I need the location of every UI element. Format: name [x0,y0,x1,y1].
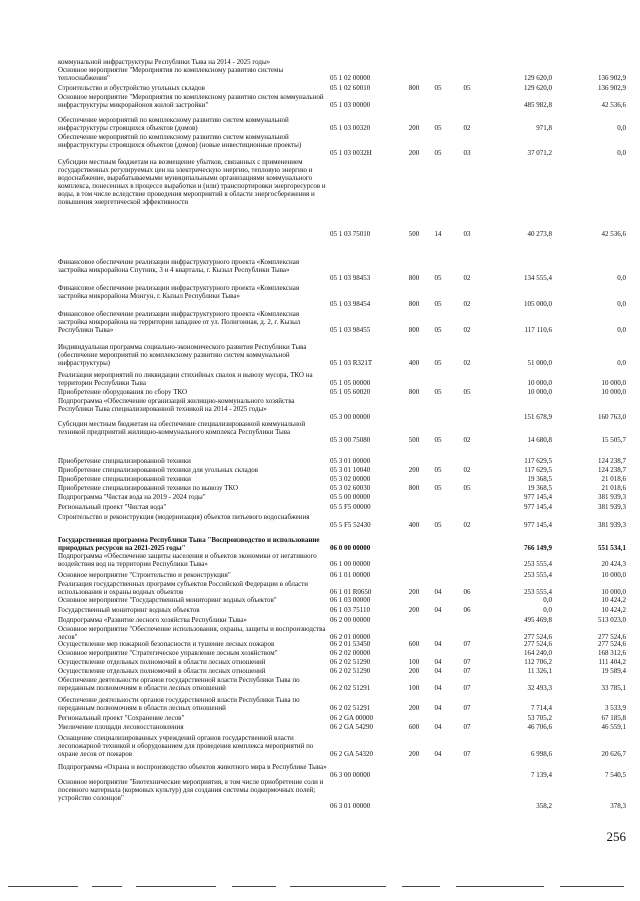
row-amount-year-1: 14 680,8 [527,436,552,444]
row-code: 05 3 01 10040 [330,466,371,474]
row-amount-year-1: 19 368,5 [527,484,552,492]
row-subsection: 02 [463,436,471,444]
row-amount-year-1: 277 524,6 [524,633,552,641]
row-code: 05 1 02 60010 [330,84,371,92]
row-subsection: 03 [463,230,471,238]
row-amount-year-1: 51 000,0 [527,359,552,367]
row-amount-year-2: 10 424,2 [601,596,626,604]
row-amount-year-2: 10 000,0 [601,588,626,596]
row-code: 06 2 02 00000 [330,649,371,657]
row-section: 05 [434,149,442,157]
row-name: Основное мероприятие "Стратегическое управление лесным хозяйством" [58,649,278,657]
row-amount-year-2: 378,3 [610,802,626,810]
row-amount-year-2: 3 533,9 [605,704,626,712]
row-amount-year-2: 10 000,0 [601,571,626,579]
row-name: Подпрограмма «Обеспечение защиты населения и объектов экономики от негативного воздействия вод на территории Республики Тыва» [58,552,317,568]
row-code: 05 1 03 R321T [330,359,373,367]
row-expense-type: 800 [408,484,420,492]
row-section: 04 [434,658,442,666]
row-amount-year-1: 485 982,8 [524,101,552,109]
row-name: Основное мероприятие "Биотехнические мероприятия, в том числе приобретение соли и посевного материала (кормовых культур) для создания системы подкормочных полей; устройство солонцов" [58,778,324,802]
row-expense-type: 200 [408,750,420,758]
row-amount-year-2: 33 785,1 [601,684,626,692]
row-expense-type: 800 [408,84,420,92]
row-name: Региональный проект "Чистая вода" [58,503,167,511]
row-expense-type: 500 [408,230,420,238]
row-amount-year-1: 117 629,5 [524,457,552,465]
row-name: Приобретение оборудования по сбору ТКО [58,388,188,396]
row-amount-year-2: 19 589,4 [601,667,626,675]
row-code: 06 2 GA 54290 [330,723,373,731]
row-name: Приобретение специализированной техники по вывозу ТКО [58,484,239,492]
row-amount-year-1: 971,8 [536,124,552,132]
row-name: Осуществление отдельных полномочий в области лесных отношений [58,658,266,666]
row-amount-year-1: 129 620,0 [524,84,552,92]
row-name: Приобретение специализированной техники для угольных складов [58,466,259,474]
row-section: 05 [434,274,442,282]
row-amount-year-1: 6 998,6 [531,750,552,758]
row-subsection: 02 [463,124,471,132]
row-code: 05 5 00 00000 [330,493,371,501]
row-code: 06 2 02 51291 [330,684,371,692]
row-expense-type: 500 [408,436,420,444]
row-name: Подпрограмма "Чистая вода на 2019 - 2024 годы" [58,493,206,501]
row-code: 05 1 05 00000 [330,379,371,387]
row-name: Основное мероприятие "Обеспечение использования, охраны, защиты и воспроизводства лесов" [58,625,326,641]
row-amount-year-2: 10 424,2 [601,606,626,614]
row-code: 06 2 GA 00000 [330,714,373,722]
row-name: Реализация мероприятий по ликвидации стихийных свалок и вывозу мусора, ТКО на территории Республики Тыва [58,371,313,387]
row-name: Строительство и обустройство угольных складов [58,84,205,92]
row-amount-year-1: 277 524,6 [524,640,552,648]
row-code: 05 1 03 00320 [330,124,371,132]
row-code: 05 3 02 00000 [330,475,371,483]
row-amount-year-2: 20 626,7 [601,750,626,758]
row-code: 06 1 03 75110 [330,606,370,614]
row-code: 06 0 00 00000 [330,544,371,552]
row-name: Обеспечение деятельности органов государственной власти Республики Тыва по переданным полномочиям в области лесных отношений [58,676,300,692]
row-amount-year-2: 168 312,6 [598,649,626,657]
row-code: 05 3 01 00000 [330,457,371,465]
row-name: Финансовое обеспечение реализации инфраструктурного проекта «Комплексная застройка микрорайона на территории западнее от ул. Полигонная, д. 2, г. Кызыл Республики Тыва» [58,310,301,334]
row-amount-year-2: 0,0 [617,300,626,308]
row-amount-year-1: 105 000,0 [524,300,552,308]
row-amount-year-2: 10 000,0 [601,379,626,387]
row-amount-year-2: 111 404,2 [598,658,626,666]
row-code: 06 3 00 00000 [330,771,371,779]
row-amount-year-1: 112 706,2 [524,658,552,666]
row-amount-year-2: 0,0 [617,149,626,157]
row-code: 05 5 F5 52430 [330,521,371,529]
row-amount-year-1: 7 714,4 [531,704,552,712]
row-expense-type: 800 [408,300,420,308]
row-name: Приобретение специализированной техники [58,457,191,465]
row-section: 05 [434,326,442,334]
row-amount-year-2: 46 559,1 [601,723,626,731]
row-amount-year-2: 277 524,6 [598,640,626,648]
row-code: 06 1 00 00000 [330,560,371,568]
row-amount-year-2: 21 018,6 [601,475,626,483]
row-code: 06 2 GA 54320 [330,750,373,758]
row-section: 14 [434,230,442,238]
row-section: 04 [434,750,442,758]
row-name: Государственный мониторинг водных объектов [58,606,200,614]
page-number: 256 [606,829,626,844]
row-amount-year-2: 0,0 [617,359,626,367]
row-name: Реализация государственных программ субъектов Российской Федерации в области использования и охраны водных объектов [58,580,309,596]
row-amount-year-2: 381 939,3 [598,493,626,501]
row-amount-year-2: 136 902,9 [598,74,626,82]
row-amount-year-1: 46 706,6 [527,723,552,731]
row-name: Осуществление мер пожарной безопасности и тушение лесных пожаров [58,640,275,648]
row-subsection: 05 [463,484,471,492]
row-amount-year-1: 117 629,5 [524,466,552,474]
row-subsection: 07 [463,658,471,666]
row-code: 05 1 02 00000 [330,74,371,82]
row-subsection: 02 [463,300,471,308]
row-amount-year-1: 977 145,4 [524,521,552,529]
row-expense-type: 200 [408,149,420,157]
row-code: 05 1 03 00000 [330,101,371,109]
row-amount-year-2: 15 505,7 [601,436,626,444]
row-name: Увеличение площади лесовосстановления [58,723,184,731]
row-name: Основное мероприятие "Мероприятия по комплексному развитию системы теплоснабжения" [58,66,284,82]
row-code: 05 1 03 0032Н [330,149,372,157]
row-name: Региональный проект "Сохранение лесов" [58,714,185,722]
row-expense-type: 200 [408,606,420,614]
row-amount-year-1: 10 000,0 [527,379,552,387]
row-section: 04 [434,606,442,614]
row-subsection: 07 [463,667,471,675]
row-expense-type: 100 [408,684,420,692]
row-amount-year-1: 253 555,4 [524,560,552,568]
row-amount-year-1: 19 368,5 [527,475,552,483]
row-amount-year-2: 42 536,6 [601,101,626,109]
row-name: Субсидии местным бюджетам на обеспечение специализированной коммунальной техникой предприятий жилищно-коммунального комплекса Республики Тыва [58,420,306,436]
row-expense-type: 200 [408,667,420,675]
row-amount-year-1: 53 705,2 [527,714,552,722]
row-amount-year-1: 253 555,4 [524,588,552,596]
row-subsection: 02 [463,326,471,334]
row-section: 05 [434,521,442,529]
row-amount-year-2: 0,0 [617,326,626,334]
row-amount-year-2: 381 939,3 [598,521,626,529]
row-section: 05 [434,466,442,474]
row-expense-type: 200 [408,704,420,712]
row-section: 05 [434,84,442,92]
row-amount-year-1: 134 555,4 [524,274,552,282]
row-subsection: 05 [463,388,471,396]
row-name: Индивидуальная программа социально-экономического развития Республики Тыва (обеспечение мероприятий по комплексному развитию систем коммунальной инфраструктуры) [58,343,307,367]
row-amount-year-2: 7 540,5 [605,771,626,779]
row-amount-year-2: 124 238,7 [598,466,626,474]
row-code: 06 2 02 51290 [330,658,371,666]
row-amount-year-2: 551 534,1 [598,544,626,552]
row-code: 06 1 01 R0650 [330,588,372,596]
row-section: 04 [434,588,442,596]
row-amount-year-1: 129 620,0 [524,74,552,82]
row-name: Финансовое обеспечение реализации инфраструктурного проекта «Комплексная застройка микрорайона Спутник, 3 и 4 кварталы, г. Кызыл Республики Тыва» [58,258,300,274]
row-amount-year-1: 164 240,0 [524,649,552,657]
row-amount-year-2: 67 185,8 [601,714,626,722]
row-name: Субсидии местным бюджетам на возмещение убытков, связанных с применением государственных регулируемых цен на электрическую энергию, тепловую энергию и водоснабжение, вырабатываемыми муниципальными организациями коммунального комплекса, понесенных в процессе выработки и (или) транспортировки энергоресурсов и воды, в том числе вследствие проведения мероприятий в области энергосбережения и повышения энергетической эффективности [58,158,326,206]
row-code: 05 1 03 98453 [330,274,371,282]
row-section: 05 [434,300,442,308]
row-amount-year-1: 37 071,2 [527,149,552,157]
row-expense-type: 800 [408,274,420,282]
row-name: коммунальной инфраструктуры Республики Тыва на 2014 - 2025 годы» [58,58,271,66]
row-amount-year-1: 495 469,8 [524,616,552,624]
row-subsection: 05 [463,84,471,92]
row-expense-type: 600 [408,640,420,648]
row-subsection: 07 [463,684,471,692]
row-amount-year-2: 0,0 [617,124,626,132]
row-code: 05 3 00 75080 [330,436,371,444]
row-amount-year-1: 10 000,0 [527,388,552,396]
row-amount-year-2: 513 023,0 [598,616,626,624]
row-subsection: 07 [463,704,471,712]
row-section: 04 [434,723,442,731]
row-amount-year-1: 358,2 [536,802,552,810]
row-code: 06 3 01 00000 [330,802,371,810]
row-code: 06 1 03 00000 [330,596,371,604]
row-subsection: 03 [463,149,471,157]
row-amount-year-2: 124 238,7 [598,457,626,465]
row-subsection: 02 [463,521,471,529]
row-name: Обеспечение мероприятий по комплексному развитию систем коммунальной инфраструктуры строящихся объектов (домов) [58,116,289,132]
row-code: 06 2 02 51291 [330,704,371,712]
row-code: 05 3 02 60030 [330,484,371,492]
row-amount-year-2: 136 902,9 [598,84,626,92]
row-expense-type: 100 [408,658,420,666]
row-section: 05 [434,388,442,396]
row-name: Государственная программа Республики Тыва "Воспроизводство и использование природных ресурсов на 2021-2025 годы" [58,536,320,552]
row-code: 05 3 00 00000 [330,413,371,421]
row-name: Строительство и реконструкция (модернизация) объектов питьевого водоснабжения [58,513,310,521]
row-expense-type: 400 [408,359,420,367]
row-code: 05 1 03 98454 [330,300,371,308]
row-amount-year-2: 160 763,0 [598,413,626,421]
row-name: Обеспечение мероприятий по комплексному развитию систем коммунальной инфраструктуры строящихся объектов (домов) (новые инвестиционные проекты) [58,133,302,149]
row-amount-year-2: 20 424,3 [601,560,626,568]
row-name: Обеспечение деятельности органов государственной власти Республики Тыва по переданным полномочиям в области лесных отношений [58,696,300,712]
row-subsection: 06 [463,606,471,614]
row-expense-type: 400 [408,521,420,529]
row-code: 06 2 01 00000 [330,633,371,641]
row-section: 05 [434,484,442,492]
row-amount-year-1: 40 273,8 [527,230,552,238]
row-subsection: 02 [463,359,471,367]
row-section: 04 [434,667,442,675]
row-amount-year-1: 117 110,6 [524,326,552,334]
row-code: 06 2 01 53450 [330,640,371,648]
row-amount-year-1: 0,0 [543,606,552,614]
row-amount-year-2: 277 524,6 [598,633,626,641]
row-code: 05 1 03 98455 [330,326,371,334]
row-amount-year-1: 7 139,4 [531,771,552,779]
row-subsection: 02 [463,274,471,282]
row-name: Основное мероприятие "Строительство и реконструкция" [58,571,231,579]
row-amount-year-2: 10 000,0 [601,388,626,396]
row-subsection: 07 [463,640,471,648]
row-amount-year-2: 381 939,3 [598,503,626,511]
row-expense-type: 600 [408,723,420,731]
row-name: Подпрограмма «Охрана и воспроизводство объектов животного мира в Республике Тыва» [58,763,327,771]
row-amount-year-2: 21 018,6 [601,484,626,492]
row-name: Осуществление отдельных полномочий в области лесных отношений [58,667,266,675]
row-expense-type: 200 [408,124,420,132]
row-section: 05 [434,124,442,132]
row-section: 05 [434,359,442,367]
row-code: 06 2 02 51290 [330,667,371,675]
row-code: 05 1 03 75010 [330,230,371,238]
row-expense-type: 200 [408,466,420,474]
row-name: Подпрограмма «Развитие лесного хозяйства Республики Тыва» [58,616,247,624]
row-subsection: 02 [463,466,471,474]
row-amount-year-1: 32 493,3 [527,684,552,692]
row-subsection: 06 [463,588,471,596]
scan-edge-marks [0,884,640,890]
row-expense-type: 800 [408,326,420,334]
row-name: Приобретение специализированной техники [58,475,191,483]
row-section: 05 [434,436,442,444]
row-section: 04 [434,704,442,712]
row-amount-year-2: 42 536,6 [601,230,626,238]
row-subsection: 07 [463,750,471,758]
row-amount-year-2: 0,0 [617,274,626,282]
row-amount-year-1: 977 145,4 [524,493,552,501]
row-name: Основное мероприятие "Государственный мониторинг водных объектов" [58,596,277,604]
row-subsection: 07 [463,723,471,731]
row-amount-year-1: 766 149,9 [524,544,552,552]
row-name: Финансовое обеспечение реализации инфраструктурного проекта «Комплексная застройка микрорайона Монгун, г. Кызыл Республики Тыва» [58,284,300,300]
row-amount-year-1: 151 678,9 [524,413,552,421]
row-code: 05 1 05 60020 [330,388,371,396]
row-section: 04 [434,684,442,692]
row-code: 05 5 F5 00000 [330,503,371,511]
row-name: Оснащение специализированных учреждений органов государственной власти лесопожарной техникой и оборудованием для проведения комплекса мероприятий по охране лесов от пожаров [58,734,314,758]
row-expense-type: 800 [408,388,420,396]
row-amount-year-1: 977 145,4 [524,503,552,511]
row-name: Основное мероприятие "Мероприятия по комплексному развитию систем коммунальной инфраструктуры микрорайонов жилой застройки" [58,93,324,109]
row-code: 06 1 01 00000 [330,571,371,579]
row-section: 04 [434,640,442,648]
row-amount-year-1: 253 555,4 [524,571,552,579]
row-amount-year-1: 11 326,1 [527,667,552,675]
row-name: Подпрограмма «Обеспечение организаций жилищно-коммунального хозяйства Республики Тыва специализированной техникой на 2014 - 2025 годы» [58,397,295,413]
row-code: 06 2 00 00000 [330,616,371,624]
row-expense-type: 200 [408,588,420,596]
row-amount-year-1: 0,0 [543,596,552,604]
